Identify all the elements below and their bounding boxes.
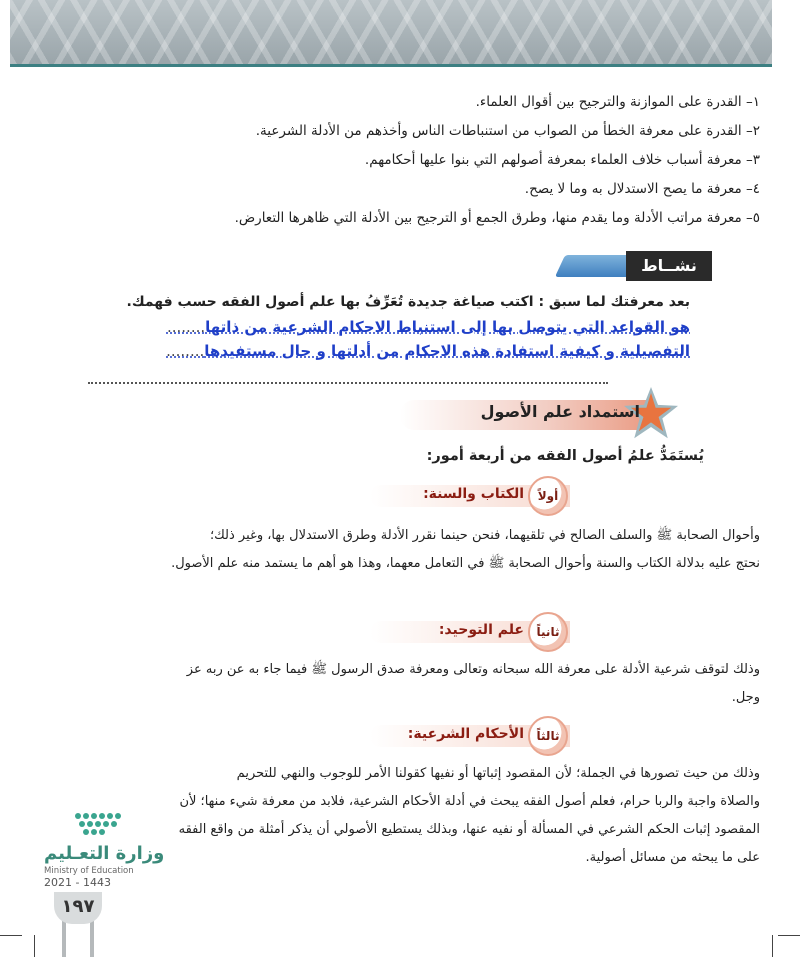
answer-text: هو القواعد التي يتوصل بها إلى استنباط الاحكام الشرعية من ذاتها (205, 318, 690, 336)
ordinal-badge: ثالثاً (528, 716, 568, 756)
benefits-list (60, 88, 760, 233)
answer-dots: ........ (166, 318, 206, 336)
paragraph-line: وجل. (731, 690, 760, 705)
header-rule (10, 64, 772, 67)
list-item: ٥– معرفة مراتب الأدلة وما يقدم منها، وطرق الجمع أو الترجيح بين الأدلة التي ظاهرها التعارض. (234, 210, 760, 226)
ministry-logo-dots (70, 808, 140, 838)
subsection-heading-1 (350, 480, 570, 510)
activity-prompt: بعد معرفتك لما سبق : اكتب صياغة جديدة تُعَرِّفُ بها علم أصول الفقه حسب فهمك. (126, 294, 690, 310)
ordinal-badge: ثانياً (528, 612, 568, 652)
list-item: ٤– معرفة ما يصح الاستدلال به وما لا يصح. (524, 181, 760, 197)
activity-tab (560, 251, 712, 281)
paragraph-line: نحتج عليه بدلالة الكتاب والسنة وأحوال الصحابة ﷺ في التعامل معهما، وهذا هو أهم ما يستمد منه علم الأصول. (171, 556, 760, 571)
ministry-name-arabic: وزارة التعـليم (44, 843, 165, 864)
paragraph-line: وأحوال الصحابة ﷺ والسلف الصالح في تلقيهما، فنحن حينما نقرر الأدلة وطرق الاستدلال بها، وغير ذلك؛ (209, 528, 760, 543)
subsection-title: الأحكام الشرعية: (407, 726, 524, 742)
edition-year: 2021 - 1443 (44, 876, 111, 889)
crop-mark (778, 935, 800, 936)
ministry-name-english: Ministry of Education (44, 866, 134, 876)
paragraph-line: وذلك من حيث تصورها في الجملة؛ لأن المقصود إثباتها أو نفيها كقولنا الأمر للوجوب والنهي للتحريم (236, 766, 760, 781)
subsection-paragraph-1 (45, 522, 760, 578)
paragraph-line: المقصود إثبات الحكم الشرعي في المسألة أو نفيه عنها، وبذلك يستطيع الأصولي أن يذكر أمثلة من واقع الفقه (178, 822, 760, 837)
subsection-title: الكتاب والسنة: (423, 486, 524, 502)
subsection-heading-2 (350, 616, 570, 646)
subsection-paragraph-2 (45, 656, 760, 712)
paragraph-line: والصلاة واجبة والربا حرام، فعلم أصول الفقه يبحث في أدلة الأحكام الشرعية، فلابد من معرفة شيء منها؛ لأن (179, 794, 760, 809)
crop-mark (0, 935, 22, 936)
activity-label: نشــاط (626, 251, 712, 281)
answer-dots: ........ (166, 342, 205, 360)
paragraph-line: على ما يبحثه من مسائل أصولية. (585, 850, 760, 865)
list-item: ٢– القدرة على معرفة الخطأ من الصواب من استنباطات الناس وأخذهم من الأدلة الشرعية. (255, 123, 760, 139)
ordinal-badge: أولاً (528, 476, 568, 516)
subsection-heading-3 (350, 720, 570, 750)
activity-answer-line-2 (90, 342, 690, 360)
section-title: استمداد علم الأصول (480, 402, 640, 421)
list-item: ١– القدرة على الموازنة والترجيح بين أقوال العلماء. (475, 94, 760, 110)
list-item: ٣– معرفة أسباب خلاف العلماء بمعرفة أصولهم التي بنوا عليها أحكامهم. (364, 152, 760, 168)
paragraph-line: وذلك لتوقف شرعية الأدلة على معرفة الله سبحانه وتعالى ومعرفة صدق الرسول ﷺ فيما جاء به عن ربه عز (186, 662, 760, 677)
answer-blank-line (88, 368, 608, 384)
subsection-title: علم التوحيد: (438, 622, 524, 638)
crop-mark (34, 935, 35, 957)
header-pattern-band (10, 0, 772, 64)
section-intro: يُستَمَدُّ علمُ أصول الفقه من أربعة أمور: (426, 448, 704, 464)
crop-mark (772, 935, 773, 957)
page-number: ١٩٧ (61, 896, 95, 917)
answer-text: التفصيلية و كيفية استفادة هذه الاحكام من أدلتها و حال مستفيدها (204, 342, 690, 360)
activity-answer-line-1 (90, 318, 690, 336)
